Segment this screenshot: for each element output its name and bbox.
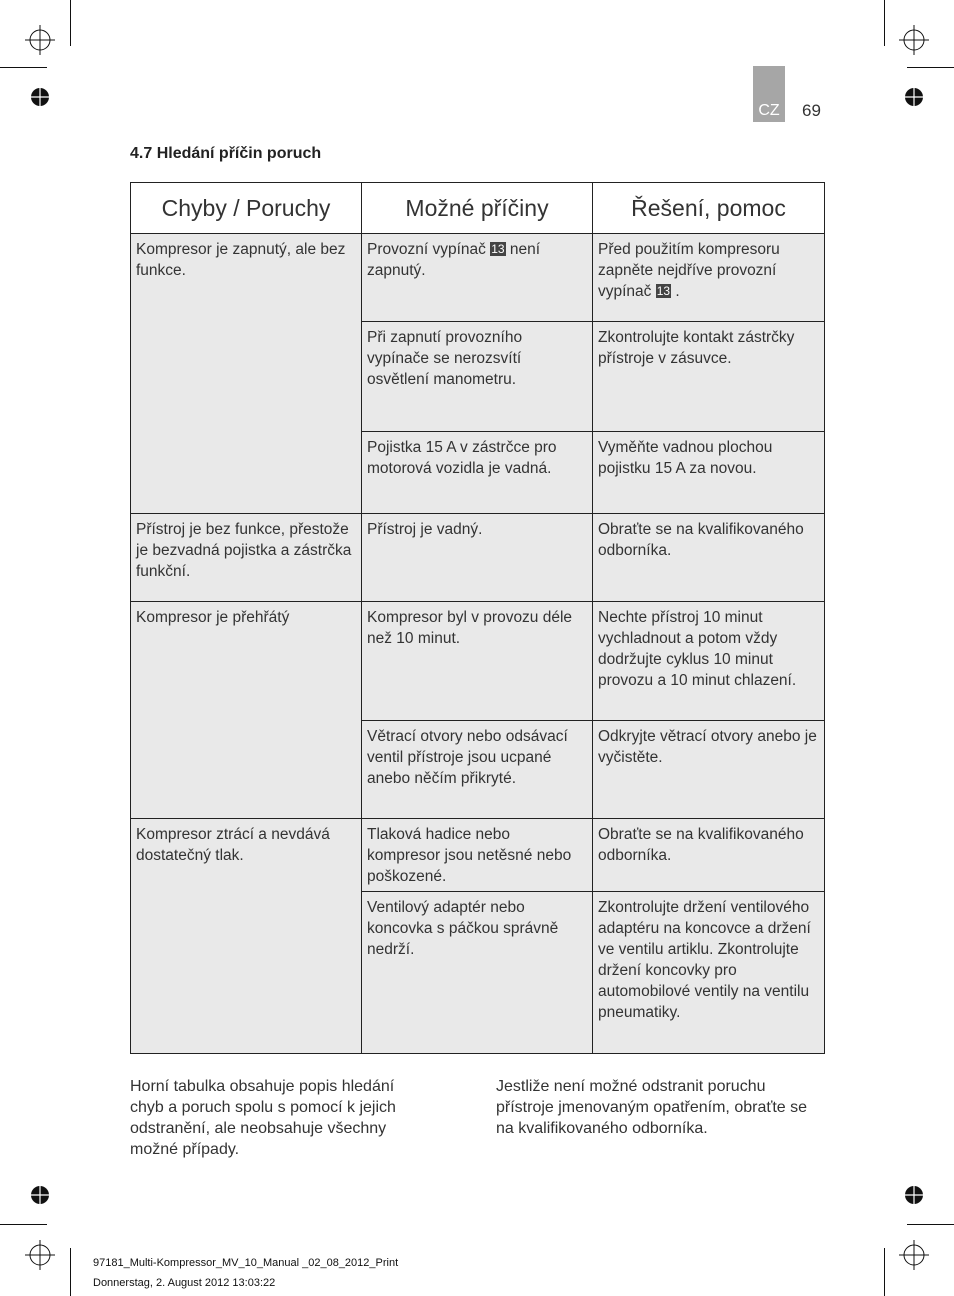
- cause-cell: [362, 234, 593, 322]
- crop-line: [0, 67, 47, 68]
- registration-dot-icon: [30, 87, 50, 107]
- language-tab: [753, 66, 785, 122]
- table-row: [131, 602, 825, 721]
- solution-cell: Zkontrolujte kontakt zástrčky přístroje v zásuvce.: [593, 322, 825, 432]
- solution-cell: Odkryjte větrací otvory anebo je vyčistěte.: [593, 721, 825, 819]
- table-row: [131, 819, 825, 892]
- column-header-faults: Chyby / Poruchy: [131, 183, 362, 234]
- registration-mark-icon: [899, 25, 929, 55]
- registration-dot-icon: [30, 1185, 50, 1205]
- print-filename: 97181_Multi-Kompressor_MV_10_Manual _02_08_2012_Print: [93, 1257, 399, 1269]
- section-title: 4.7 Hledání příčin poruch: [130, 145, 322, 162]
- solution-cell: Vyměňte vadnou plochou pojistku 15 A za novou.: [593, 432, 825, 514]
- fault-cell: Kompresor ztrácí a nevdává dostatečný tlak.: [131, 819, 362, 1054]
- language-tab-label: CZ: [758, 102, 780, 119]
- table-row: [131, 514, 825, 602]
- cause-text: Provozní vypínač: [367, 241, 486, 258]
- table-header-row: [131, 183, 825, 234]
- fault-cell: Přístroj je bez funkce, přestože je bezvadná pojistka a zástrčka funkční.: [131, 514, 362, 602]
- registration-mark-icon: [25, 1240, 55, 1270]
- crop-line: [884, 1248, 885, 1296]
- note-left: Horní tabulka obsahuje popis hledání chyb a poruch spolu s pomocí k jejich odstranění, ale neobsahuje všechny možné případy.: [130, 1078, 396, 1158]
- cause-cell: Při zapnutí provozního vypínače se nerozsvítí osvětlení manometru.: [362, 322, 593, 432]
- solution-cell: Zkontrolujte držení ventilového adaptéru na koncovce a držení ve ventilu artiklu. Zkontrolujte držení koncovky pro automobilové ventily na ventilu pneumatiky.: [593, 892, 825, 1054]
- crop-line: [70, 1248, 71, 1296]
- cause-cell: Kompresor byl v provozu déle než 10 minut.: [362, 602, 593, 721]
- registration-mark-icon: [899, 1240, 929, 1270]
- registration-mark-icon: [25, 25, 55, 55]
- cause-cell: Ventilový adaptér nebo koncovka s páčkou správně nedrží.: [362, 892, 593, 1054]
- note-right: Jestliže není možné odstranit poruchu přístroje jmenovaným opatřením, obraťte se na kvalifikovaného odborníka.: [496, 1078, 808, 1137]
- cause-cell: Pojistka 15 A v zástrčce pro motorová vozidla je vadná.: [362, 432, 593, 514]
- column-header-solutions: Řešení, pomoc: [593, 183, 825, 234]
- page-number: 69: [802, 101, 821, 120]
- print-timestamp: Donnerstag, 2. August 2012 13:03:22: [93, 1277, 276, 1289]
- solution-cell: Obraťte se na kvalifikovaného odborníka.: [593, 819, 825, 892]
- crop-line: [0, 1224, 47, 1225]
- fault-cell: Kompresor je přehřátý: [131, 602, 362, 819]
- cause-text: není zapnutý.: [367, 241, 541, 279]
- cause-cell: Větrací otvory nebo odsávací ventil přístroje jsou ucpané anebo něčím přikryté.: [362, 721, 593, 819]
- column-header-causes: Možné příčiny: [362, 183, 593, 234]
- solution-cell: Obraťte se na kvalifikovaného odborníka.: [593, 514, 825, 602]
- part-number-badge: 13: [656, 284, 671, 298]
- table-row: [131, 234, 825, 322]
- cause-cell: Přístroj je vadný.: [362, 514, 593, 602]
- crop-line: [907, 1224, 954, 1225]
- crop-line: [70, 0, 71, 46]
- solution-text: Před použitím kompresoru zapněte nejdříve provozní vypínač: [598, 241, 780, 300]
- registration-dot-icon: [904, 1185, 924, 1205]
- solution-cell: Nechte přístroj 10 minut vychladnout a potom vždy dodržujte cyklus 10 minut provozu a 10 minut chlazení.: [593, 602, 825, 721]
- solution-text: .: [675, 283, 680, 300]
- crop-line: [884, 0, 885, 46]
- part-number-badge: 13: [491, 242, 505, 256]
- fault-cell: Kompresor je zapnutý, ale bez funkce.: [131, 234, 362, 514]
- cause-cell: Tlaková hadice nebo kompresor jsou netěsné nebo poškozené.: [362, 819, 593, 892]
- registration-dot-icon: [904, 87, 924, 107]
- solution-cell: [593, 234, 825, 322]
- crop-line: [907, 67, 954, 68]
- troubleshooting-table: [130, 182, 825, 1054]
